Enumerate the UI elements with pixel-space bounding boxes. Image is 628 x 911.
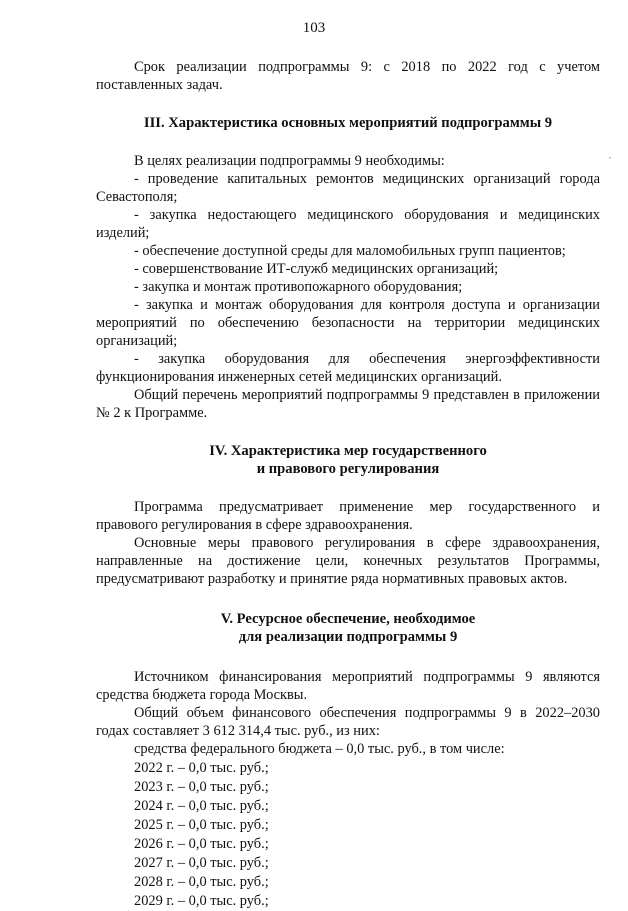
section5-paragraph-1: Источником финансирования мероприятий подпрограммы 9 являются средства бюджета города Москвы. [96,669,600,703]
section4-paragraph-1: Программа предусматривает применение мер государственного и правового регулирования в сфере здравоохранения. [96,499,600,533]
list-item: - совершенствование ИТ-служб медицинских организаций; [134,261,499,277]
list-item: - закупка недостающего медицинского оборудования и медицинских изделий; [96,207,600,241]
page-number: 103 [302,20,326,36]
list-item: - закупка и монтаж оборудования для контроля доступа и организации мероприятий по обеспечению безопасности на территории медицинских организаций; [96,297,600,349]
list-item: - проведение капитальных ремонтов медицинских организаций города Севастополя; [96,171,600,205]
year-amount-line: 2023 г. – 0,0 тыс. руб.; [134,779,269,795]
section5-paragraph-2: Общий объем финансового обеспечения подпрограммы 9 в 2022–2030 годах составляет 3 612 314,4 тыс. руб., из них: [96,705,600,739]
section4-paragraph-2: Основные меры правового регулирования в сфере здравоохранения, направленные на достижение цели, конечных результатов Программы, предусматривают разработку и принятие ряда нормативных правовых актов. [96,535,600,587]
year-amount-line: 2025 г. – 0,0 тыс. руб.; [134,817,269,833]
year-amount-line: 2029 г. – 0,0 тыс. руб.; [134,893,269,909]
year-amount-line: 2027 г. – 0,0 тыс. руб.; [134,855,269,871]
year-amount-line: 2028 г. – 0,0 тыс. руб.; [134,874,269,890]
section3-lead: В целях реализации подпрограммы 9 необходимы: [134,153,445,169]
list-item: - закупка оборудования для обеспечения энергоэффективности функционирования инженерных сетей медицинских организаций. [96,351,600,385]
section3-heading: III. Характеристика основных мероприятий подпрограммы 9 [143,115,553,131]
section5-heading-line2: для реализации подпрограммы 9 [238,629,458,645]
year-amount-line: 2024 г. – 0,0 тыс. руб.; [134,798,269,814]
list-item: - обеспечение доступной среды для маломобильных групп пациентов; [134,243,566,259]
section5-heading-line1: V. Ресурсное обеспечение, необходимое [220,611,476,627]
intro-paragraph: Срок реализации подпрограммы 9: с 2018 по 2022 год с учетом поставленных задач. [96,59,600,93]
year-amount-line: 2026 г. – 0,0 тыс. руб.; [134,836,269,852]
list-item: - закупка и монтаж противопожарного оборудования; [134,279,463,295]
scan-mark: , [609,151,611,160]
section3-summary: Общий перечень мероприятий подпрограммы 9 представлен в приложении № 2 к Программе. [96,387,600,421]
page-content [96,58,600,911]
year-amount-line: 2022 г. – 0,0 тыс. руб.; [134,760,269,776]
section4-heading-line2: и правового регулирования [256,461,440,477]
federal-budget-line: средства федерального бюджета – 0,0 тыс. руб., в том числе: [134,741,505,757]
section4-heading-line1: IV. Характеристика мер государственного [209,443,487,459]
